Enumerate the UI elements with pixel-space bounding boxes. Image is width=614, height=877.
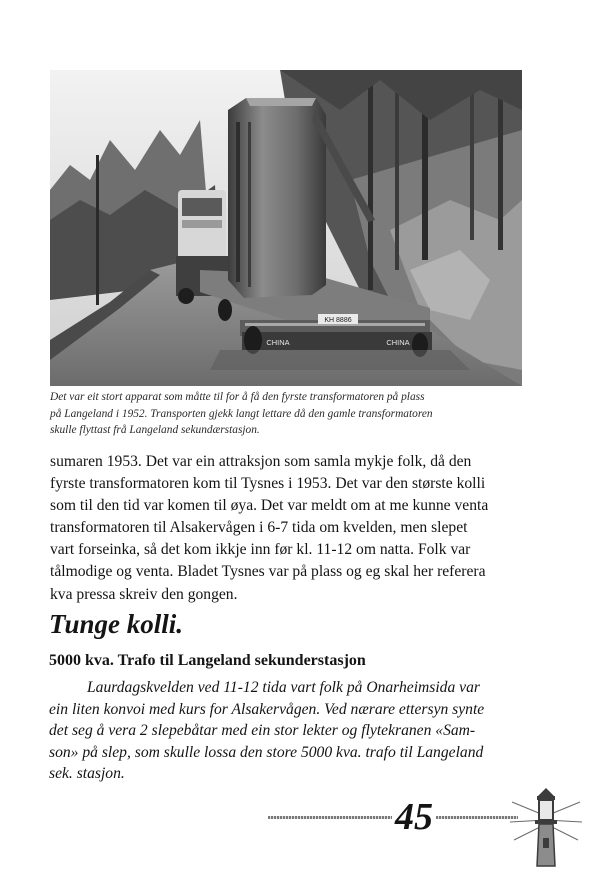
caption-line: på Langeland i 1952. Transporten gjekk langt lettare då den gamle transformatoren: [50, 407, 433, 420]
body-line: vart forseinka, så det kom ikkje inn før kl. 11-12 om natta. Folk var: [50, 541, 471, 559]
bumper-left-text: CHINA: [266, 338, 290, 347]
quote-line: ein liten konvoi med kurs for Alsakervågen. Ved nærare ettersyn synte: [49, 700, 485, 718]
body-line: kva pressa skreiv den gongen.: [50, 585, 238, 603]
body-line: fyrste transformatoren kom til Tysnes i 1953. Det var den største kolli: [50, 475, 486, 493]
page-number: 45: [392, 796, 436, 838]
body-paragraph: [50, 451, 570, 606]
transformer-truck-illustration: [50, 70, 522, 386]
quote-line: sek. stasjon.: [49, 765, 125, 783]
newspaper-quote: [49, 677, 529, 785]
body-line: transformatoren til Alsakervågen i 6-7 tida om kvelden, men slepet: [50, 519, 468, 537]
quote-line: Laurdagskvelden ved 11-12 tida vart folk på Onarheimsida var: [87, 679, 480, 696]
bumper-right-text: CHINA: [386, 338, 410, 347]
photo-caption: [50, 389, 522, 439]
body-line: som til den tid var komen til øya. Det var meldt om at me kunne venta: [50, 497, 489, 515]
section-subheading: 5000 kva. Trafo til Langeland sekunderstasjon: [49, 652, 366, 669]
body-line: tålmodige og venta. Bladet Tysnes var på plass og eg skal her referera: [50, 563, 486, 581]
transformer-photo: [50, 70, 522, 386]
section-title: Tunge kolli.: [49, 609, 184, 639]
caption-line: Det var eit stort apparat som måtte til for å få den fyrste transformatoren på plass: [50, 391, 425, 403]
lighthouse-ornament-icon: [508, 782, 584, 868]
quote-line: son» på slep, som skulle lossa den store 5000 kva. trafo til Langeland: [49, 743, 484, 761]
quote-line: det seg å vera 2 slepebåtar med ein stor lekter og flytekranen «Sam-: [49, 722, 476, 740]
license-plate-text: KH 8886: [324, 317, 352, 324]
body-line: sumaren 1953. Det var ein attraksjon som samla mykje folk, då den: [50, 453, 472, 470]
caption-line: skulle flyttast frå Langeland sekundærstasjon.: [50, 424, 260, 436]
